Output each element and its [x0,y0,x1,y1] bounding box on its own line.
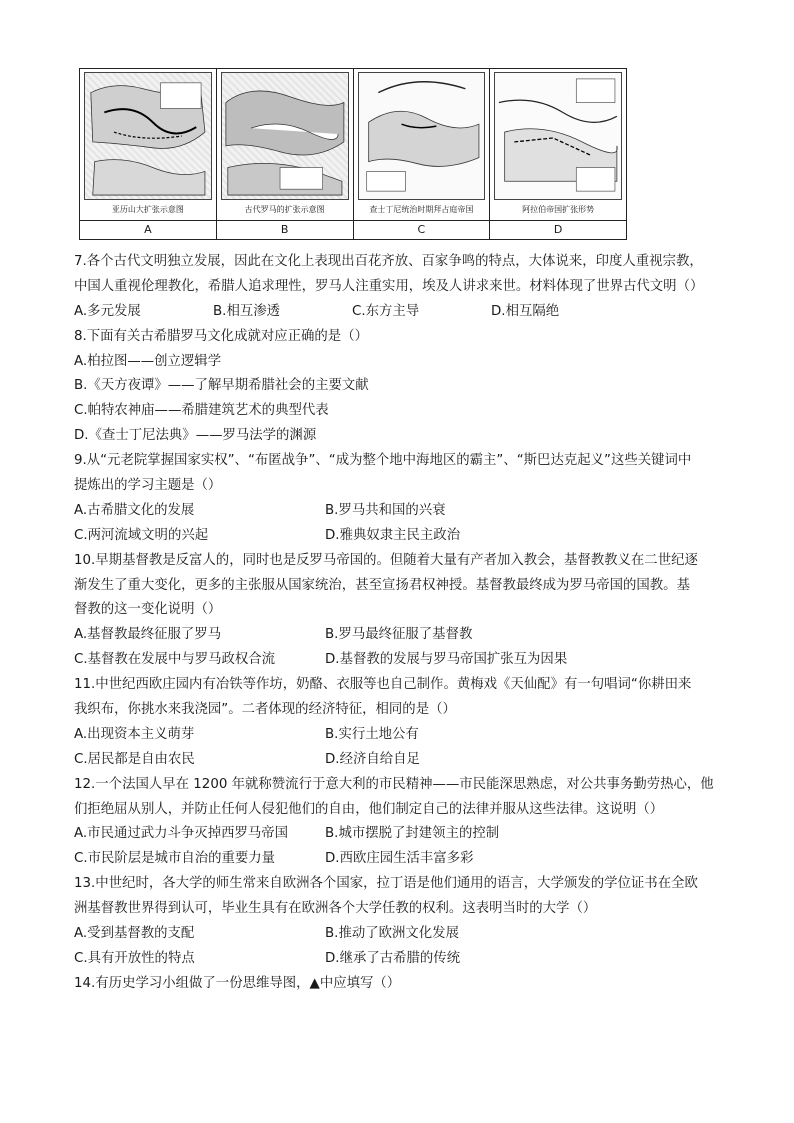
question-stem-line: 11.中世纪西欧庄园内有冶铁等作坊，奶酪、衣服等也自己制作。黄梅戏《天仙配》有一句唱词“你耕田来 [74,677,692,693]
map-panel-b [217,69,354,239]
question-stem-line: 7.各个古代文明独立发展，因此在文化上表现出百花齐放、百家争鸣的特点，大体说来，印度人重视宗教， [74,254,703,269]
answer-option[interactable]: C.市民阶层是城市自治的重要力量 [74,851,276,867]
answer-option[interactable]: A.市民通过武力斗争灭掉西罗马帝国 [74,826,289,842]
answer-option[interactable]: D.基督教的发展与罗马帝国扩张互为因果 [325,652,568,668]
map-letter: B [217,220,353,239]
map-panel-c [354,69,491,239]
options-row [74,723,726,748]
options-row [74,822,726,847]
options-row [74,648,726,673]
question-stem-line: 8.下面有关古希腊罗马文化成就对应正确的是（） [74,328,368,344]
roman-expansion-map [221,72,349,200]
answer-option[interactable]: C.具有开放性的特点 [74,950,195,966]
options-row [74,524,726,549]
answer-option[interactable]: B.相互渗透 [213,303,281,319]
options-row [74,399,726,424]
options-row [74,350,726,375]
options-row [74,424,726,449]
answer-option[interactable]: D.相互隔绝 [491,303,560,319]
answer-option[interactable]: A.受到基督教的支配 [74,926,195,942]
options-row [74,499,726,524]
map-caption: 阿拉伯帝国扩张形势 [522,205,595,214]
answer-option[interactable]: B.实行土地公有 [325,726,419,742]
answer-option[interactable]: D.《查士丁尼法典》——罗马法学的渊源 [74,428,317,444]
map-panel-a [80,69,217,239]
answer-option[interactable]: D.雅典奴隶主民主政治 [325,527,461,543]
answer-option[interactable]: B.罗马最终征服了基督教 [325,627,473,643]
map-caption: 查士丁尼统治时期拜占庭帝国 [369,205,474,214]
answer-option[interactable]: A.基督教最终征服了罗马 [74,627,222,643]
options-row [74,847,726,872]
map-letter: A [80,220,216,239]
question-stem-line: 们拒绝屈从别人，并防止任何人侵犯他们的自由，他们制定自己的法律并服从这些法律。这说明（） [74,801,664,817]
alexander-expansion-map [84,72,212,200]
question-stem-line: 12.一个法国人早在 1200 年就称赞流行于意大利的市民精神——市民能深思熟虑，对公共事务勤劳热心，他 [74,776,714,792]
options-row [74,947,726,972]
question-stem-line: 中国人重视伦理教化，希腊人追求理性，罗马人注重实用，埃及人讲求来世。材料体现了世界古代文明（） [74,278,704,294]
map-letter: D [490,220,626,239]
answer-option[interactable]: C.居民都是自由农民 [74,751,195,767]
answer-option[interactable]: A.柏拉图——创立逻辑学 [74,353,222,369]
answer-option[interactable]: A.古希腊文化的发展 [74,502,195,518]
question-stem-line: 10.早期基督教是反富人的，同时也是反罗马帝国的。但随着大量有产者加入教会，基督教教义在二世纪逐 [74,552,698,568]
arab-empire-map [494,72,622,200]
question-stem-line: 提炼出的学习主题是（） [74,478,222,494]
question-stem-line: 14.有历史学习小组做了一份思维导图，▲中应填写（） [74,975,401,991]
options-row [74,623,726,648]
options-row [74,374,726,399]
question-stem-line: 我织布，你挑水来我浇园”。二者体现的经济特征，相同的是（） [74,702,456,718]
answer-option[interactable]: D.继承了古希腊的传统 [325,950,461,966]
question-stem-line: 13.中世纪时，各大学的师生常来自欧洲各个国家，拉丁语是他们通用的语言，大学颁发的学位证书在全欧 [74,876,698,892]
question-stem-line: 9.从“元老院掌握国家实权”、“布匿战争”、“成为整个地中海地区的霸主”、“斯巴达克起义”这些关键词中 [74,453,692,469]
answer-option[interactable]: B.《天方夜谭》——了解早期希腊社会的主要文献 [74,378,369,394]
answer-option[interactable]: C.帕特农神庙——希腊建筑艺术的典型代表 [74,403,329,419]
question-stem-line: 洲基督教世界得到认可，毕业生具有在欧洲各个大学任教的权利。这表明当时的大学（） [74,901,597,917]
question-list [74,250,726,997]
answer-option[interactable]: B.城市摆脱了封建领主的控制 [325,826,500,842]
answer-option[interactable]: A.出现资本主义萌芽 [74,726,195,742]
answer-option[interactable]: C.东方主导 [352,303,420,319]
answer-option[interactable]: D.西欧庄园生活丰富多彩 [325,851,474,867]
question-stem-line: 渐发生了重大变化，更多的主张服从国家统治，甚至宣扬君权神授。基督教最终成为罗马帝国的国教。基 [74,577,690,593]
map-caption: 亚历山大扩张示意图 [111,205,184,214]
answer-option[interactable]: A.多元发展 [74,303,141,319]
map-caption: 古代罗马的扩张示意图 [244,205,325,214]
map-panel-d [490,69,626,239]
options-row [74,748,726,773]
map-figure-strip [79,68,627,240]
answer-option[interactable]: C.两河流域文明的兴起 [74,527,209,543]
options-row [74,300,726,325]
answer-option[interactable]: C.基督教在发展中与罗马政权合流 [74,652,276,668]
byzantine-empire-map [358,72,486,200]
answer-option[interactable]: B.推动了欧洲文化发展 [325,926,459,942]
answer-option[interactable]: B.罗马共和国的兴衰 [325,502,446,518]
options-row [74,922,726,947]
map-letter: C [354,220,490,239]
answer-option[interactable]: D.经济自给自足 [325,751,420,767]
question-stem-line: 督教的这一变化说明（） [74,602,222,618]
